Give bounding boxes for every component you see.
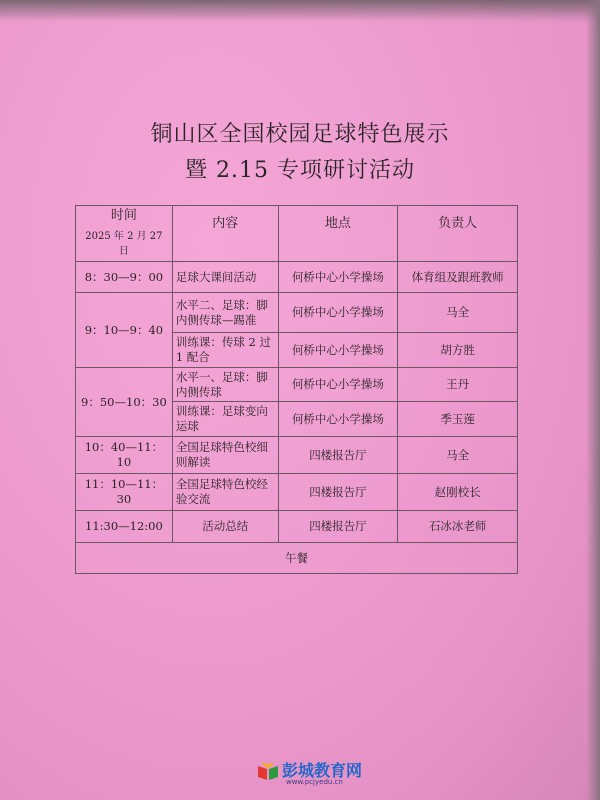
row-location: 四楼报告厅: [278, 437, 398, 474]
book-icon: [258, 762, 278, 780]
top-shadow: [0, 0, 600, 22]
document-title-line1: 铜山区全国校园足球特色展示: [150, 122, 450, 147]
lunch-cell: 午餐: [76, 543, 518, 574]
row-time: 9：10—9：40: [76, 293, 173, 368]
header-person: 负责人: [398, 206, 518, 262]
row-person: 石冰冰老师: [398, 511, 518, 543]
row-content: 全国足球特色校经验交流: [172, 474, 278, 511]
watermark-url: www.pcjyedu.cn: [286, 778, 343, 786]
row-content: 训练课：传球 2 过 1 配合: [172, 333, 278, 368]
row-content: 足球大课间活动: [172, 262, 278, 293]
header-time-cell: [76, 206, 173, 262]
row-content: 活动总结: [172, 511, 278, 543]
row-location: 何桥中心小学操场: [278, 368, 398, 402]
watermark-name: 彭城教育网: [282, 761, 363, 780]
row-person: 王丹: [398, 368, 518, 402]
document-title-line2: 暨 2.15 专项研讨活动: [185, 158, 415, 183]
table-row: [76, 511, 518, 543]
table-row: [76, 293, 518, 333]
row-time: 10：40—11：10: [76, 437, 173, 474]
row-content: 水平二、足球：脚内侧传球—踢准: [172, 293, 278, 333]
header-time: 时间: [110, 208, 137, 223]
header-content: 内容: [172, 206, 278, 262]
schedule-table: [75, 205, 518, 574]
table-row: [76, 474, 518, 511]
row-content: 水平一、足球：脚内侧传球: [172, 368, 278, 402]
table-header-row: [76, 206, 518, 262]
row-person: 马全: [398, 437, 518, 474]
row-location: 四楼报告厅: [278, 511, 398, 543]
row-person: 赵刚校长: [398, 474, 518, 511]
table-row: [76, 368, 518, 402]
row-time: 8：30—9：00: [76, 262, 173, 293]
row-location: 何桥中心小学操场: [278, 333, 398, 368]
watermark-logo: [258, 756, 368, 792]
row-content: 训练课：足球变向运球: [172, 402, 278, 437]
row-person: 马全: [398, 293, 518, 333]
row-person: 体育组及跟班教师: [398, 262, 518, 293]
row-time: 11：10—11：30: [76, 474, 173, 511]
row-person: 胡方胜: [398, 333, 518, 368]
row-time: 11:30—12:00: [76, 511, 173, 543]
table-row: [76, 262, 518, 293]
row-person: 季玉莲: [398, 402, 518, 437]
row-location: 何桥中心小学操场: [278, 293, 398, 333]
row-content: 全国足球特色校细则解读: [172, 437, 278, 474]
table-row: [76, 437, 518, 474]
row-time: 9：50—10：30: [76, 368, 173, 437]
row-location: 何桥中心小学操场: [278, 262, 398, 293]
header-location: 地点: [278, 206, 398, 262]
header-date: 2025 年 2 月 27 日: [85, 231, 163, 257]
table-row-lunch: [76, 543, 518, 574]
row-location: 何桥中心小学操场: [278, 402, 398, 437]
row-location: 四楼报告厅: [278, 474, 398, 511]
